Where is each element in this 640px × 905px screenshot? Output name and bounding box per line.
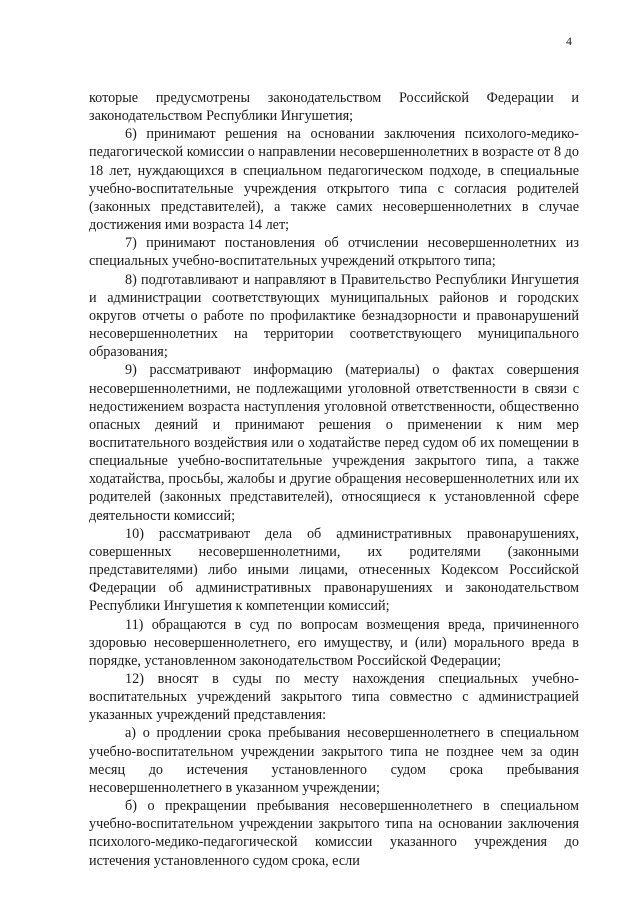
paragraph-item-10: 10) рассматривают дела об административных правонарушениях, совершенных несовершеннолетними, их родителями (законными представителями) либо иными лицами, отнесенных Кодексом Российской Федерации об административных правонарушениях и законодательством Республики Ингушетия к компетенции комиссий;: [89, 525, 579, 615]
paragraph-subitem-b: б) о прекращении пребывания несовершеннолетнего в специальном учебно-воспитательном учреждении закрытого типа на основании заключения психолого-медико-педагогической комиссии указанного учреждения до истечения установленного судом срока, если: [89, 798, 579, 869]
paragraph-subitem-a: а) о продлении срока пребывания несовершеннолетнего в специальном учебно-воспитательном учреждении закрытого типа не позднее чем за один месяц до истечения установленного судом срока пребывания несовершеннолетнего в указанном учреждении;: [89, 725, 579, 796]
paragraph-item-6: 6) принимают решения на основании заключения психолого-медико-педагогической комиссии о направлении несовершеннолетних в возрасте от 8 до 18 лет, нуждающихся в специальном педагогическом подходе, в специальные учебно-воспитательные учреждения открытого типа с согласия родителей (законных представителей), а также самих несовершеннолетних в случае достижения ими возраста 14 лет;: [89, 126, 579, 234]
page-number: 4: [566, 34, 572, 48]
paragraph-continuation: которые предусмотрены законодательством Российской Федерации и законодательством Республики Ингушетия;: [89, 90, 579, 125]
paragraph-item-7: 7) принимают постановления об отчислении несовершеннолетних из специальных учебно-воспитательных учреждений открытого типа;: [89, 235, 579, 270]
paragraph-item-11: 11) обращаются в суд по вопросам возмещения вреда, причиненного здоровью несовершеннолетнего, его имуществу, и (или) морального вреда в порядке, установленном законодательством Российской Федерации;: [89, 616, 579, 669]
paragraph-item-9: 9) рассматривают информацию (материалы) о фактах совершения несовершеннолетними, не подлежащими уголовной ответственности в связи с недостижением возраста наступления уголовной ответственности, общественно опасных деяний и принимают решения о применении к ним мер воспитательного воздействия или о ходатайстве перед судом об их помещении в специальные учебно-воспитательные учреждения закрытого типа, а также ходатайства, просьбы, жалобы и другие обращения несовершеннолетних или их родителей (законных представителей), относящиеся к установленной сфере деятельности комиссий;: [89, 362, 579, 524]
document-body: [89, 89, 579, 870]
paragraph-item-8: 8) подготавливают и направляют в Правительство Республики Ингушетия и администрации соответствующих муниципальных районов и городских округов отчеты о работе по профилактике безнадзорности и правонарушений несовершеннолетних на территории соответствующего муниципального образования;: [89, 271, 579, 361]
paragraph-item-12: 12) вносят в суды по месту нахождения специальных учебно-воспитательных учреждений закрытого типа совместно с администрацией указанных учреждений представления:: [89, 671, 579, 724]
